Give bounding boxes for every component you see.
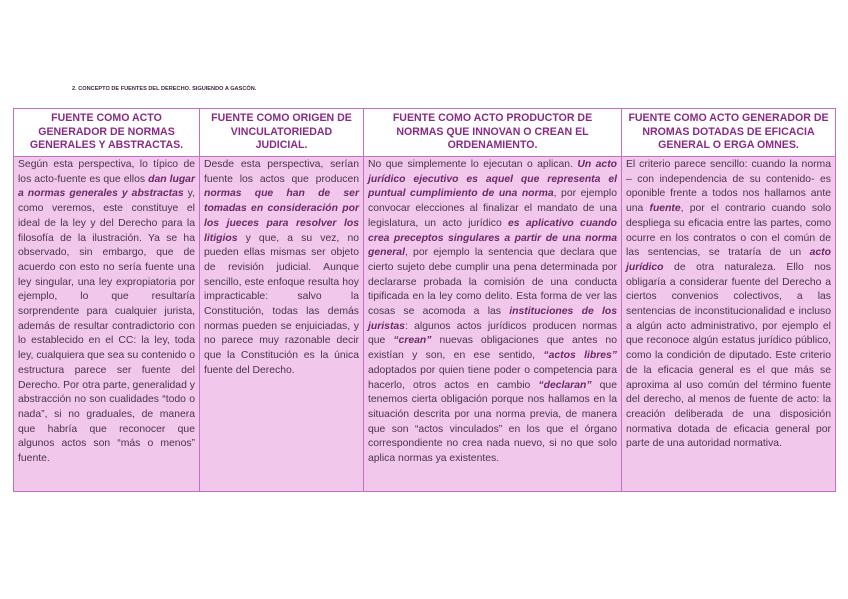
emphasis-text: Un acto jurídico ejecutivo es aquel que representa el puntual cumplimiento de una norma (368, 159, 618, 200)
cell-text: y, como veremos, este constituye el ideal de la ley y del Derecho para la filosofía de la ilustración. Ya se ha observado, sin embargo, que de acuerdo con esto no sería fuente una ley singular, una ley expropiatoria por ejemplo, lo que resultaría sorprendente para cualquier jurista, además de resultar contradictorio con lo establecido en el CC: la ley, toda ley, cualquiera que sea su contenido o estructura parece ser fuente del Derecho. Por otra parte, generalidad y abstracción no son cualidades “todo o nada”, si no graduales, de manera que habría que reconocer que algunos actos son “más o menos” fuente. (18, 188, 195, 465)
emphasis-text: “actos libres” (543, 350, 617, 362)
cell-text: : algunos actos jurídicos producen normas que (368, 320, 617, 347)
cell-text: , por ejemplo la sentencia que declara que cierto sujeto debe cumplir una pena determinada por declararse probada la comisión de una conducta tipificada en la ley como delito. Esta forma de ver las cosas se acomoda a las (368, 247, 617, 318)
emphasis-text: fuente (649, 203, 681, 215)
cell-text: El criterio parece sencillo: cuando la norma – con independencia de su contenido- es oponible frente a todos nos hallamos ante una (626, 159, 831, 215)
emphasis-text: acto jurídico (626, 247, 831, 273)
cell-text: que tenemos cierta obligación porque nos hallamos en la situación descrita por una norma previa, de manera que son “actos vinculados” en los que el órgano correspondiente no crea nada nuevo, si no que solo aplica normas ya existentes. (368, 379, 617, 465)
table-cell (14, 157, 200, 492)
cell-text: adoptados por quien tiene poder o competencia para hacerlo, otros actos en cambio (368, 364, 617, 391)
table-cell (622, 157, 836, 492)
column-header: FUENTE COMO ACTO PRODUCTOR DE NORMAS QUE INNOVAN O CREAN EL ORDENAMIENTO. (364, 109, 622, 157)
table-cell (364, 157, 622, 492)
table-cell (200, 157, 364, 492)
emphasis-text: “crean” (393, 335, 432, 347)
cell-text: , por el contrario cuando solo despliega su eficacia entre las partes, como ocurre en los contratos o con el común de las sentencias, se trataría de un (626, 203, 831, 259)
column-header: FUENTE COMO ORIGEN DE VINCULATORIEDAD JUDICIAL. (200, 109, 364, 157)
column-header: FUENTE COMO ACTO GENERADOR DE NROMAS DOTADAS DE EFICACIA GENERAL O ERGA OMNES. (622, 109, 836, 157)
table-row (14, 157, 836, 492)
table-header-row (14, 109, 836, 157)
cell-text: nuevas obligaciones que antes no existían y son, en ese sentido, (368, 335, 617, 362)
emphasis-text: normas que han de ser tomadas en consideración por los jueces para resolver los litigios (204, 188, 359, 244)
emphasis-text: es aplicativo cuando crea preceptos singulares a partir de una norma general (368, 217, 617, 259)
emphasis-text: dan lugar a normas generales y abstractas (18, 173, 195, 200)
column-header: FUENTE COMO ACTO GENERADOR DE NORMAS GENERALES Y ABSTRACTAS. (14, 109, 200, 157)
cell-text: y que, a su vez, no pueden ellas mismas ser objeto de revisión judicial. Aunque sencillo, este enfoque resulta hoy impracticable: salvo la Constitución, todas las demás normas pueden se enjuiciadas, y no parece muy razonable decir que la Constitución es la única fuente del Derecho. (204, 232, 359, 376)
cell-text: de otra naturaleza. Ello nos obligaría a considerar fuente del Derecho a ciertos convenios colectivos, a las sentencias de inconstitucionalidad e incluso a algún acto administrativo, por ejemplo el que reconoce algún estatus jurídico público, como la condición de diputado. Este criterio de la eficacia general es el que más se aproxima al uso común del término fuente del derecho, al menos de fuente de acto: la creación deliberada de una disposición normativa dotada de eficacia general por parte de una autoridad normativa. (626, 261, 831, 450)
cell-text: , por ejemplo convocar elecciones al finalizar el mandato de una legislatura, un acto jurídico (368, 188, 617, 229)
emphasis-text: instituciones de los juristas (368, 306, 618, 332)
document-heading: 2. CONCEPTO DE FUENTES DEL DERECHO. SIGUIENDO A GASCÓN. (72, 86, 257, 92)
cell-text: Según esta perspectiva, lo típico de los acto-fuente es que ellos (18, 159, 195, 185)
emphasis-text: “declaran” (538, 379, 592, 391)
cell-text: Desde esta perspectiva, serían fuente los actos que producen (204, 159, 359, 185)
sources-table (13, 108, 836, 492)
cell-text: No que simplemente lo ejecutan o aplican. (368, 159, 578, 170)
